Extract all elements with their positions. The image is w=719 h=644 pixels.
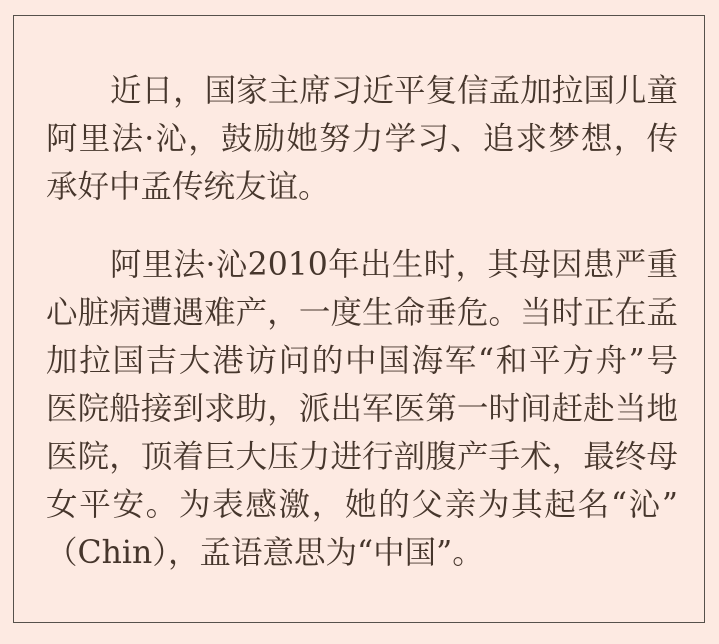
text-line: 阿里法·沁2010年出生时，其母因患严重: [110, 247, 678, 283]
text-line: 心脏病遭遇难产，一度生命垂危。当时正在孟: [46, 295, 678, 331]
text-line: 医院船接到求助，派出军医第一时间赶赴当地: [46, 391, 678, 427]
text-line: 承好中孟传统友谊。: [46, 169, 330, 205]
text-line: 近日，国家主席习近平复信孟加拉国儿童: [110, 73, 678, 109]
text-line: （Chin），孟语意思为“中国”。: [46, 535, 484, 571]
paragraph: [46, 241, 678, 577]
text-frame: [13, 15, 705, 623]
text-line: 女平安。为表感激，她的父亲为其起名“沁”: [46, 487, 678, 523]
paragraph: [46, 67, 678, 211]
text-line: 医院，顶着巨大压力进行剖腹产手术，最终母: [46, 439, 678, 475]
text-line: 阿里法·沁，鼓励她努力学习、追求梦想，传: [46, 121, 678, 157]
article-body: [46, 67, 678, 577]
text-line: 加拉国吉大港访问的中国海军“和平方舟”号: [46, 343, 678, 379]
